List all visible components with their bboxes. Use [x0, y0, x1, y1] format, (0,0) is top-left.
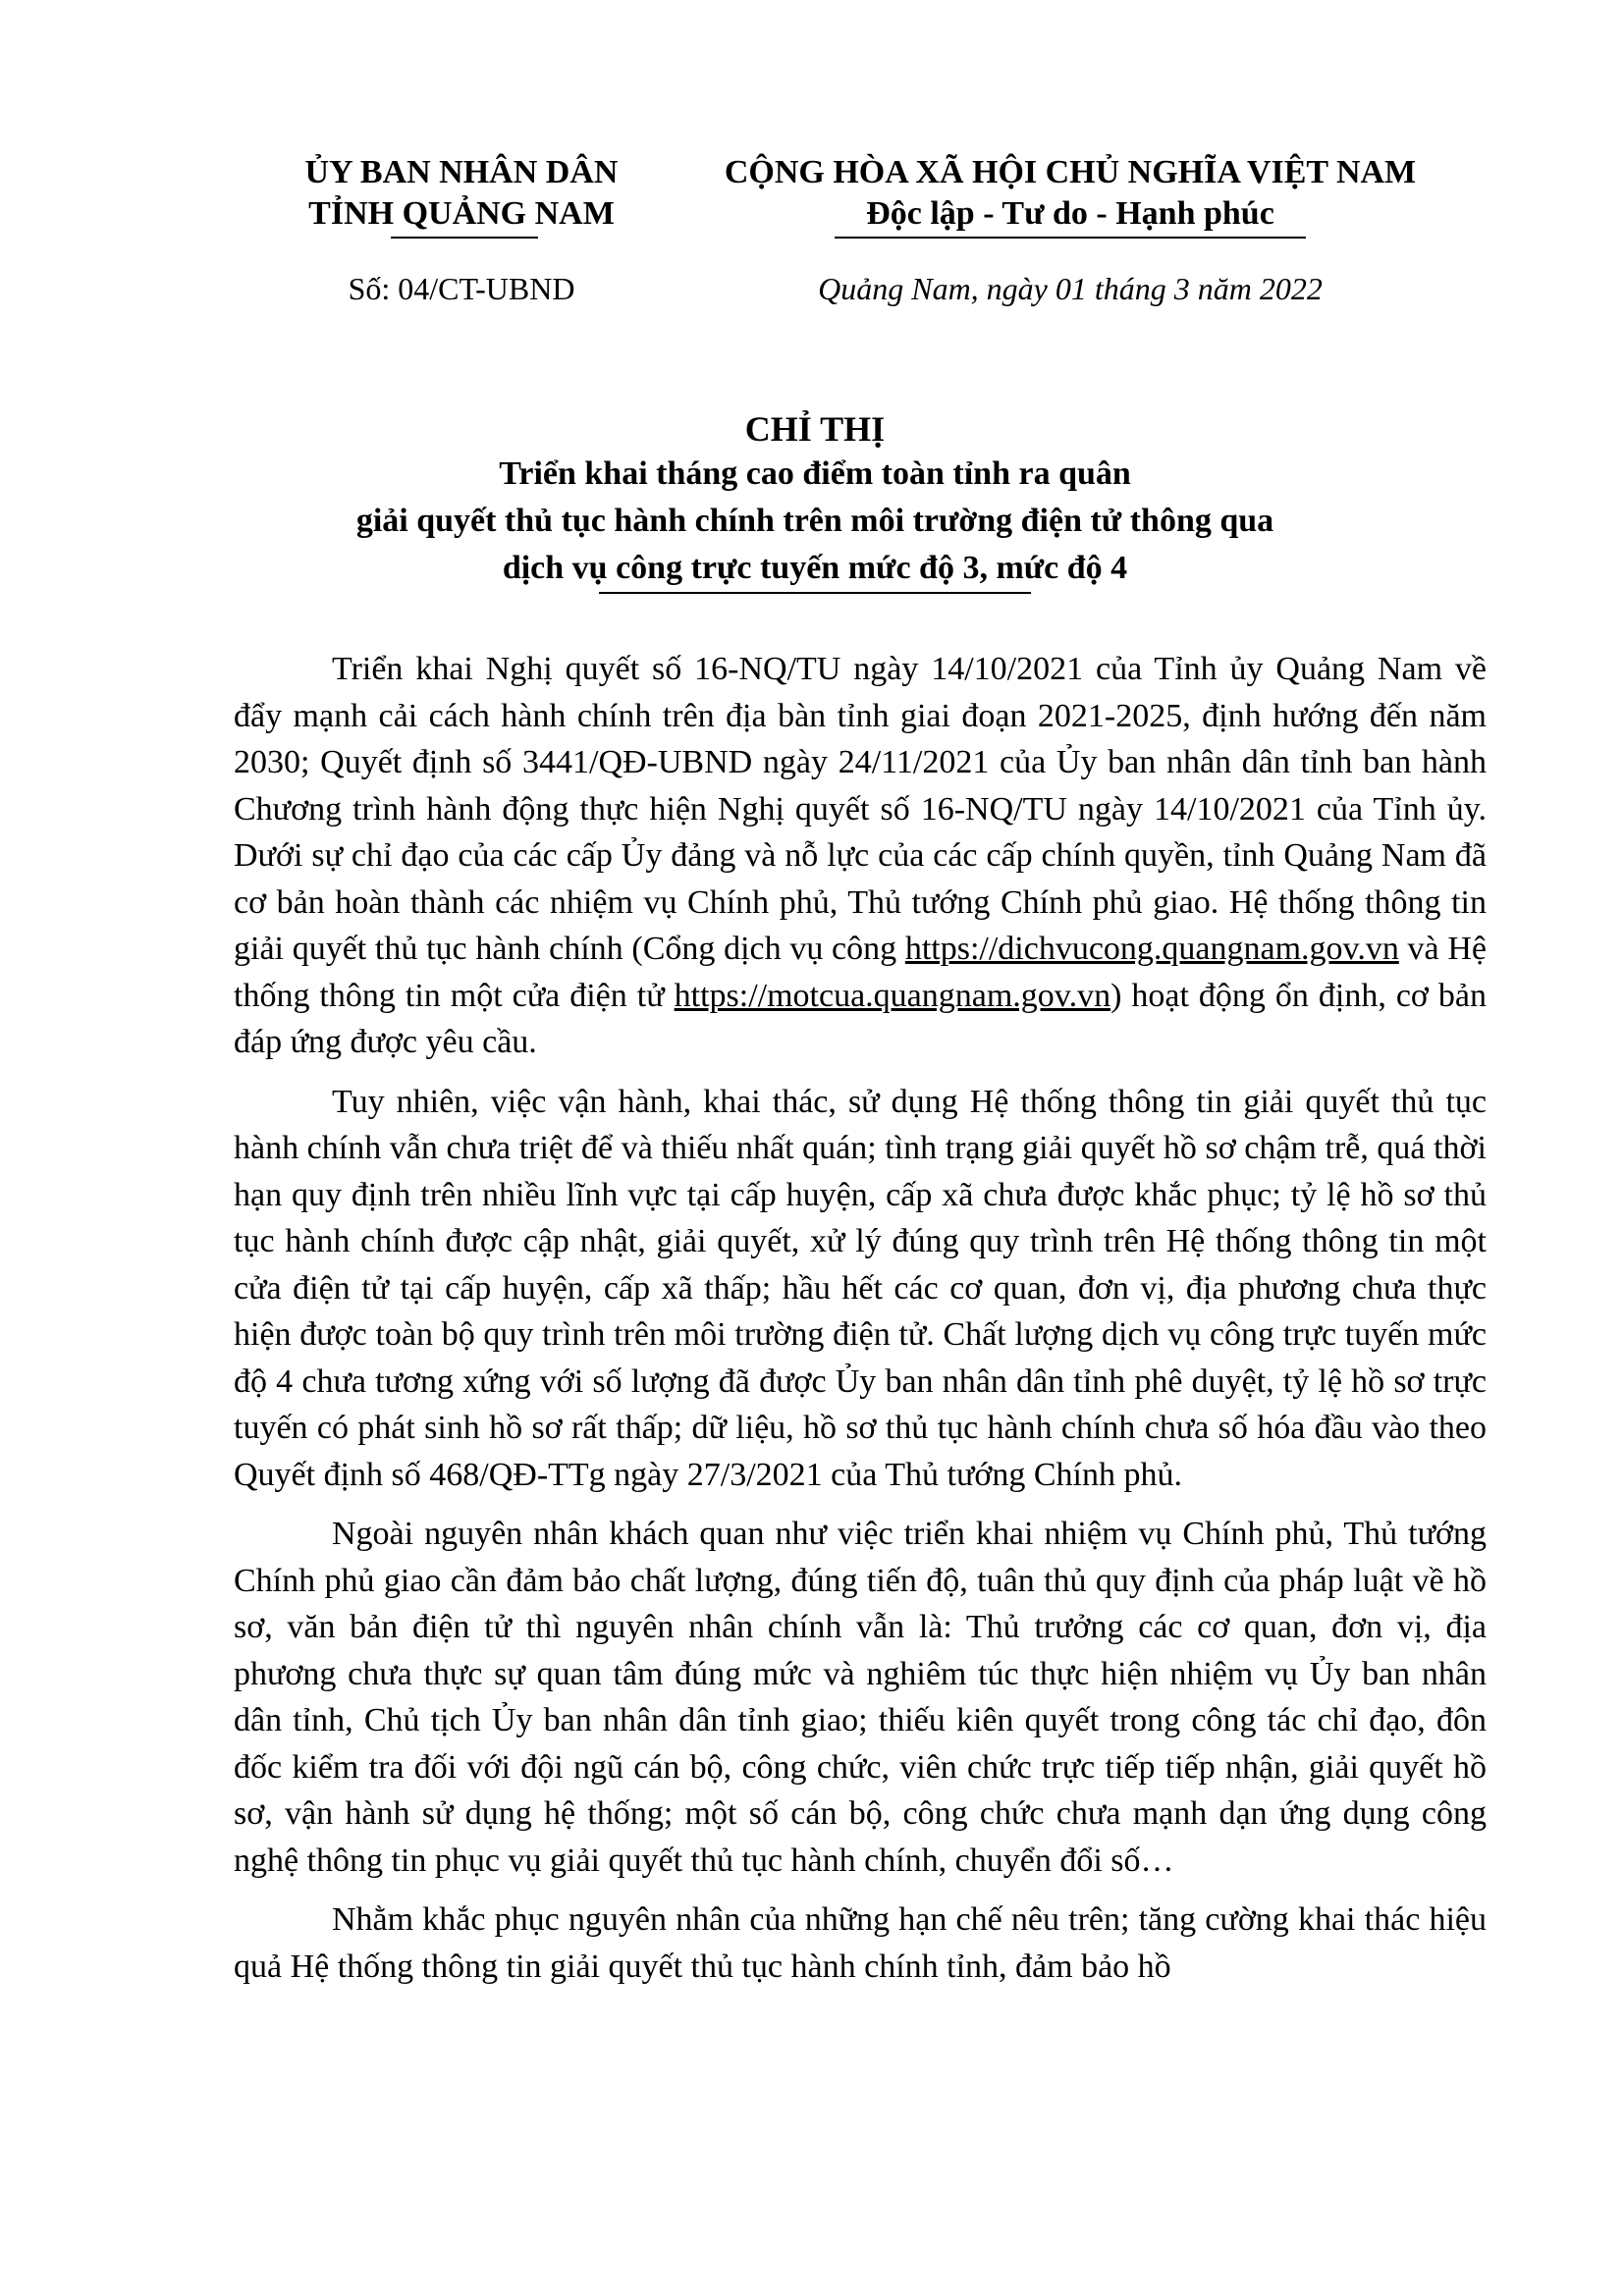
- national-block: [677, 152, 1463, 239]
- document-type: CHỈ THỊ: [744, 409, 886, 449]
- issuer-name: ỦY BAN NHÂN DÂN: [304, 154, 619, 190]
- document-number: Số: 04/CT-UBND: [348, 271, 575, 306]
- document-body: [234, 646, 1487, 2002]
- subject-line-1: Triển khai tháng cao điểm toàn tỉnh ra quân: [499, 455, 1131, 492]
- paragraph-1-text-b: và Hệ thống thông tin một cửa điện tử: [234, 931, 1487, 1014]
- national-motto: Độc lập - Tư do - Hạnh phúc: [866, 195, 1274, 232]
- issuer-block: [265, 152, 658, 239]
- link-motcua[interactable]: https://motcua.quangnam.gov.vn: [674, 977, 1111, 1014]
- paragraph-1-text-a: Triển khai Nghị quyết số 16-NQ/TU ngày 14/10/2021 của Tỉnh ủy Quảng Nam về đẩy mạnh cải cách hành chính trên địa bàn tỉnh giai đoạn 2021-2025, định hướng đến năm 2030; Quyết định số 3441/QĐ-UBND ngày 24/11/2021 của Ủy ban nhân dân tỉnh ban hành Chương trình hành động thực hiện Nghị quyết số 16-NQ/TU ngày 14/10/2021 của Tỉnh ủy. Dưới sự chỉ đạo của các cấp Ủy đảng và nỗ lực của các cấp chính quyền, tỉnh Quảng Nam đã cơ bản hoàn thành các nhiệm vụ Chính phủ, Thủ tướng Chính phủ giao. Hệ thống thông tin giải quyết thủ tục hành chính (Cổng dịch vụ công: [234, 651, 1487, 967]
- place-date: Quảng Nam, ngày 01 tháng 3 năm 2022: [818, 271, 1323, 306]
- issuer-province: TỈNH QUẢNG NAM: [308, 195, 615, 232]
- paragraph-2: Tuy nhiên, việc vận hành, khai thác, sử dụng Hệ thống thông tin giải quyết thủ tục hành chính vẫn chưa triệt để và thiếu nhất quán; tình trạng giải quyết hồ sơ chậm trễ, quá thời hạn quy định trên nhiều lĩnh vực tại cấp huyện, cấp xã chưa được khắc phục; tỷ lệ hồ sơ thủ tục hành chính được cập nhật, giải quyết, xử lý đúng quy trình trên Hệ thống thông tin một cửa điện tử tại cấp huyện, cấp xã thấp; hầu hết các cơ quan, đơn vị, địa phương chưa thực hiện được toàn bộ quy trình trên môi trường điện tử. Chất lượng dịch vụ công trực tuyến mức độ 4 chưa tương xứng với số lượng đã được Ủy ban nhân dân tỉnh phê duyệt, tỷ lệ hồ sơ trực tuyến có phát sinh hồ sơ rất thấp; dữ liệu, hồ sơ thủ tục hành chính chưa số hóa đầu vào theo Quyết định số 468/QĐ-TTg ngày 27/3/2021 của Thủ tướng Chính phủ.: [234, 1083, 1487, 1493]
- issuer-underline: [391, 237, 538, 239]
- paragraph-1-text-c: ) hoạt động ổn định, cơ bản đáp ứng được yêu cầu.: [234, 977, 1487, 1060]
- motto-underline: [835, 237, 1306, 239]
- paragraph-4: Nhằm khắc phục nguyên nhân của những hạn chế nêu trên; tăng cường khai thác hiệu quả Hệ thống thông tin giải quyết thủ tục hành chính tỉnh, đảm bảo hồ: [234, 1901, 1487, 1985]
- paragraph-3: Ngoài nguyên nhân khách quan như việc triển khai nhiệm vụ Chính phủ, Thủ tướng Chính phủ giao cần đảm bảo chất lượng, đúng tiến độ, tuân thủ quy định của pháp luật về hồ sơ, văn bản điện tử thì nguyên nhân chính vẫn là: Thủ trưởng các cơ quan, đơn vị, địa phương chưa thực sự quan tâm đúng mức và nghiêm túc thực hiện nhiệm vụ Ủy ban nhân dân tỉnh, Chủ tịch Ủy ban nhân dân tỉnh giao; thiếu kiên quyết trong công tác chỉ đạo, đôn đốc kiểm tra đối với đội ngũ cán bộ, công chức, viên chức trực tiếp tiếp nhận, giải quyết hồ sơ, vận hành sử dụng hệ thống; một số cán bộ, công chức chưa mạnh dạn ứng dụng công nghệ thông tin phục vụ giải quyết thủ tục hành chính, chuyển đổi số…: [234, 1516, 1487, 1879]
- subject-line-3: dịch vụ công trực tuyến mức độ 3, mức độ 4: [502, 550, 1128, 586]
- paragraph-1: [234, 646, 1487, 1066]
- title-underline: [599, 592, 1031, 594]
- title-block: [226, 407, 1404, 594]
- national-title: CỘNG HÒA XÃ HỘI CHỦ NGHĨA VIỆT NAM: [724, 154, 1417, 190]
- subject-line-2: giải quyết thủ tục hành chính trên môi trường điện tử thông qua: [355, 503, 1274, 539]
- link-dichvucong[interactable]: https://dichvucong.quangnam.gov.vn: [904, 931, 1399, 967]
